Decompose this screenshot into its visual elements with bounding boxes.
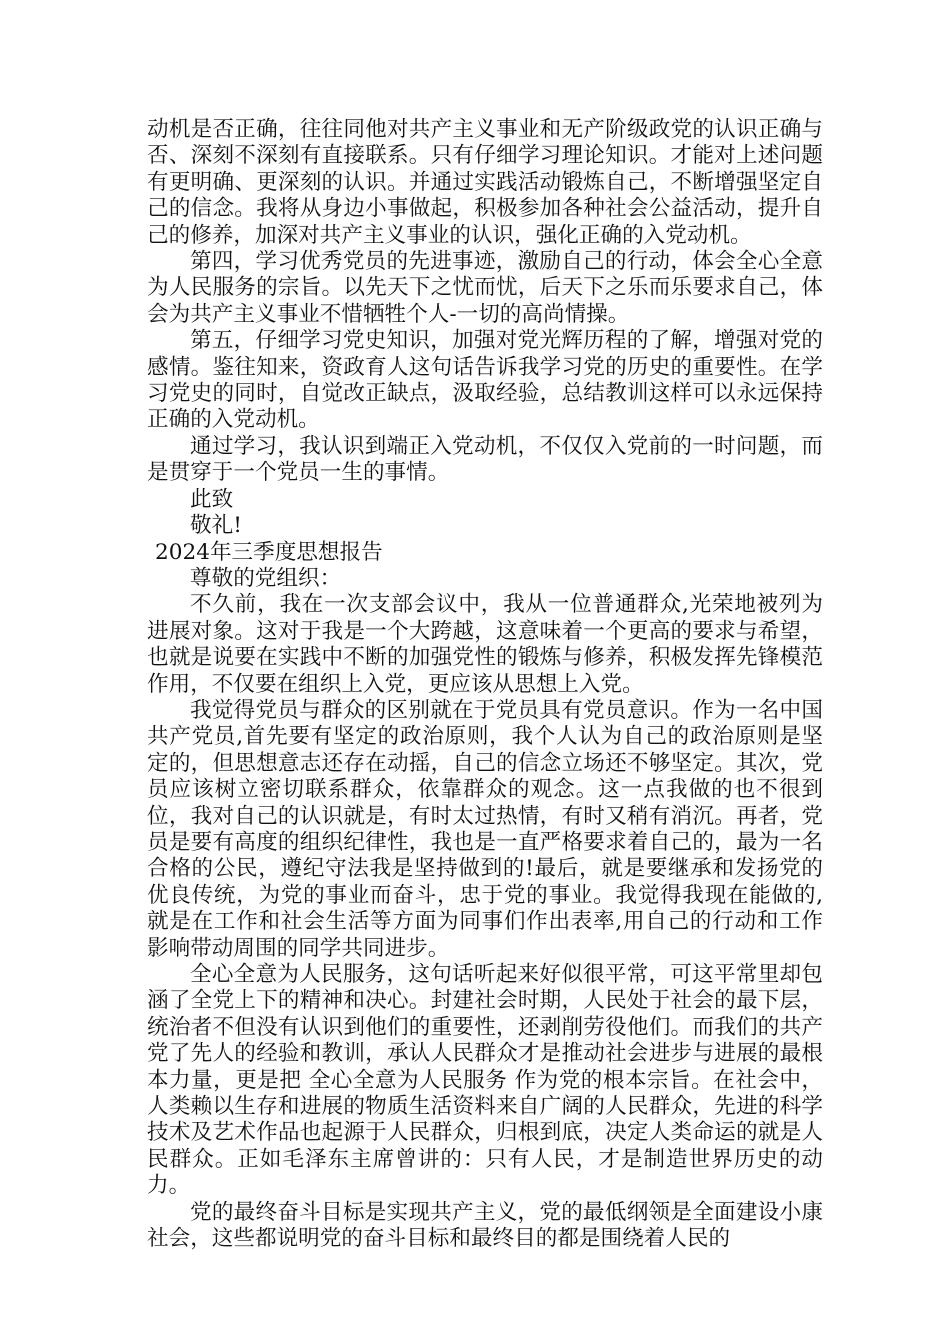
paragraph-serve-the-people: 全心全意为人民服务，这句话听起来好似很平常，可这平常里却包涵了全党上下的精神和决心。封建社会时期，人民处于社会的最下层，统治者不但没有认识到他们的重要性，还剥削劳役他们。而我们的共产党了先人的经验和教训，承认人民群众才是推动社会进步与进展的最根本力量，更是把 全心全意为人民服务 作为党的根本宗旨。在社会中，人类赖以生存和进展的物质生活资料来自广阔的人民群众，先进的科学技术及艺术作品也起源于人民群众，归根到底，决定人类命运的就是人民群众。正如毛泽东主席曾讲的：只有人民，才是制造世界历史的动力。 [147,962,823,1199]
paragraph-introduction: 不久前，我在一次支部会议中，我从一位普通群众,光荣地被列为进展对象。这对于我是一个大跨越，这意味着一个更高的要求与希望，也就是说要在实践中不断的加强党性的锻炼与修养，积极发挥先锋模范作用，不仅要在组织上入党，更应该从思想上入党。 [147,592,823,697]
paragraph-fourth-point: 第四，学习优秀党员的先进事迹，激励自己的行动，体会全心全意为人民服务的宗旨。以先天下之忧而忧，后天下之乐而乐要求自己，体会为共产主义事业不惜牺牲个人-一切的高尚情操。 [147,249,823,327]
closing-salute: 敬礼! [190,513,242,539]
paragraph-fifth-point: 第五，仔细学习党史知识，加强对党光辉历程的了解，增强对党的感情。鉴往知来，资政育人这句话告诉我学习党的历史的重要性。在学习党史的同时，自觉改正缺点，汲取经验，总结教训这样可以永远保持正确的入党动机。 [147,328,823,433]
report-title: 2024年三季度思想报告 [155,539,383,565]
paragraph-conclusion: 通过学习，我认识到端正入党动机，不仅仅入党前的一时问题，而是贯穿于一个党员一生的事情。 [147,433,823,486]
paragraph-motive-continuation: 动机是否正确，往往同他对共产主义事业和无产阶级政党的认识正确与否、深刻不深刻有直接联系。只有仔细学习理论知识。才能对上述问题有更明确、更深刻的认识。并通过实践活动锻炼自己，不断增强坚定自己的信念。我将从身边小事做起，积极参加各种社会公益活动，提升自己的修养，加深对共产主义事业的认识，强化正确的入党动机。 [147,117,823,248]
document-page [147,117,823,1252]
closing-greeting: 此致 [190,486,234,512]
paragraph-ultimate-goal: 党的最终奋斗目标是实现共产主义，党的最低纲领是全面建设小康社会，这些都说明党的奋斗目标和最终目的都是围绕着人民的 [147,1199,823,1252]
salutation: 尊敬的党组织： [190,565,342,591]
paragraph-party-awareness: 我觉得党员与群众的区别就在于党员具有党员意识。作为一名中国共产党员,首先要有坚定的政治原则，我个人认为自己的政治原则是坚定的，但思想意志还存在动摇，自己的信念立场还不够坚定。其次，党员应该树立密切联系群众，依靠群众的观念。这一点我做的也不很到位，我对自己的认识就是，有时太过热情，有时又稍有消沉。再者，党员是要有高度的组织纪律性，我也是一直严格要求着自己的，最为一名合格的公民，遵纪守法我是坚持做到的!最后，就是要继承和发扬党的优良传统，为党的事业而奋斗，忠于党的事业。我觉得我现在能做的,就是在工作和社会生活等方面为同事们作出表率,用自己的行动和工作影响带动周围的同学共同进步。 [147,697,823,961]
